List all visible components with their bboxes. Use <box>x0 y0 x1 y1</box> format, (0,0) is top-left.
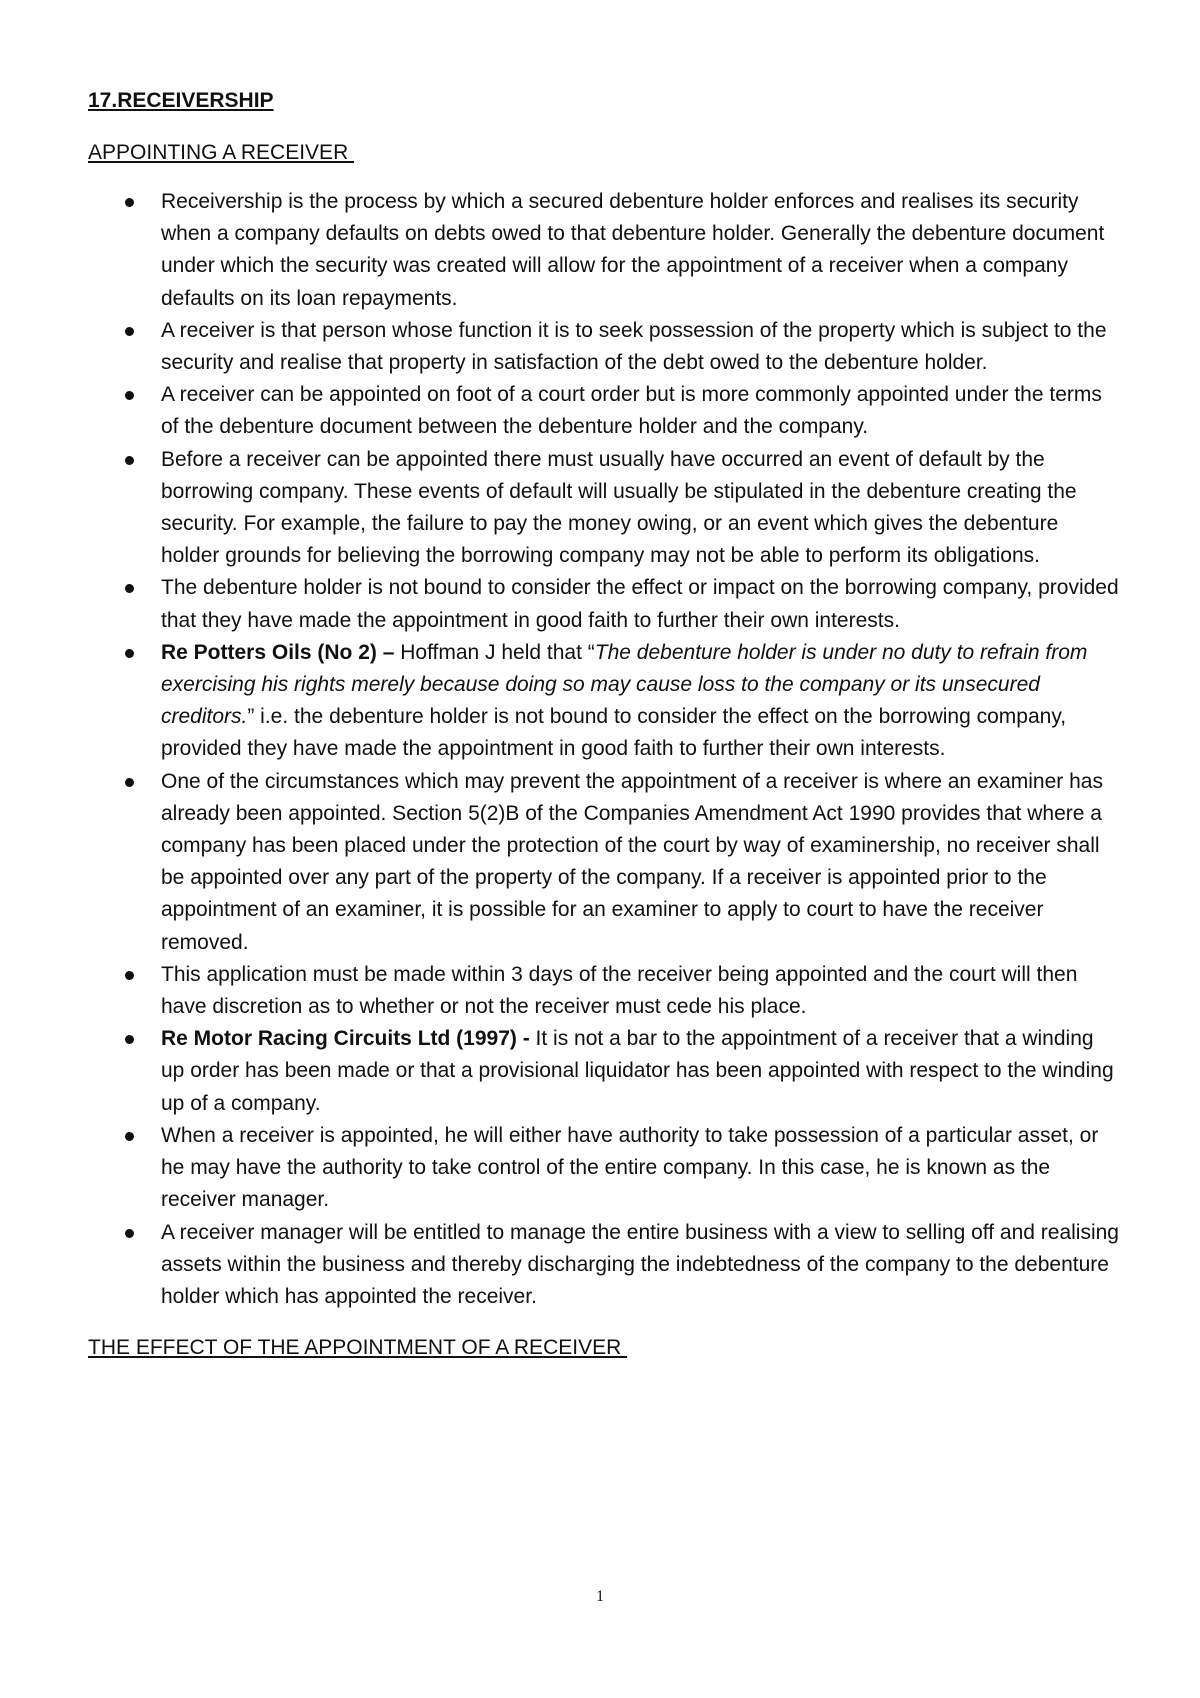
list-item <box>88 959 1120 1023</box>
bullet-icon <box>125 456 134 465</box>
list-item <box>88 1120 1120 1217</box>
list-item-text: Before a receiver can be appointed there must usually have occurred an event of default by the borrowing company. These events of default will usually be stipulated in the debenture creating the security. For example, the failure to pay the money owing, or an event which gives the debenture holder grounds for believing the borrowing company may not be able to perform its obligations. <box>161 447 1077 568</box>
list-item-text: A receiver is that person whose function it is to seek possession of the property which is subject to the security and realise that property in satisfaction of the debt owed to the debenture holder. <box>161 318 1107 375</box>
bullet-icon <box>125 1132 134 1141</box>
list-item-text: A receiver can be appointed on foot of a court order but is more commonly appointed under the terms of the debenture document between the debenture holder and the company. <box>161 383 1102 439</box>
page-number: 1 <box>596 1588 604 1605</box>
list-item <box>88 315 1120 379</box>
document-title: 17.RECEIVERSHIP <box>88 89 274 112</box>
bullet-list <box>88 186 1120 1313</box>
section-heading-effect: THE EFFECT OF THE APPOINTMENT OF A RECEIVER <box>88 1336 628 1360</box>
list-item <box>88 379 1120 443</box>
case-quote: The debenture holder is under no duty to refrain from exercising his rights merely because doing so may cause loss to the company or its unsecured creditors. <box>161 640 1088 729</box>
bullet-icon <box>125 584 134 593</box>
document-page <box>88 86 1120 1381</box>
bullet-icon <box>125 1035 134 1044</box>
list-item <box>88 572 1120 636</box>
list-item-text: A receiver manager will be entitled to manage the entire business with a view to selling off and realising assets within the business and thereby discharging the indebtedness of the company to the debenture holder which has appointed the receiver. <box>161 1220 1119 1308</box>
section-heading-appointing: APPOINTING A RECEIVER <box>88 141 355 164</box>
bullet-icon <box>125 778 134 787</box>
bullet-icon <box>125 971 134 980</box>
bullet-icon <box>125 198 134 207</box>
bullet-icon <box>125 391 134 400</box>
list-item-text: When a receiver is appointed, he will either have authority to take possession of a particular asset, or he may have the authority to take control of the entire company. In this case, he is known as the receiver manager. <box>161 1123 1099 1212</box>
bullet-icon <box>125 327 134 336</box>
case-name: Re Potters Oils (No 2) – <box>161 640 395 664</box>
bullet-icon <box>125 649 134 658</box>
list-item <box>88 637 1120 766</box>
case-lead-text: Hoffman J held that “ <box>394 640 595 664</box>
bullet-icon <box>125 1229 134 1238</box>
list-item <box>88 766 1120 959</box>
list-item <box>88 1217 1120 1314</box>
list-item-text: One of the circumstances which may prevent the appointment of a receiver is where an examiner has already been appointed. Section 5(2)B of the Companies Amendment Act 1990 provides that where a company has been placed under the protection of the court by way of examinership, no receiver shall be appointed over any part of the property of the company. If a receiver is appointed prior to the appointment of an examiner, it is possible for an examiner to apply to court to have the receiver removed. <box>161 769 1103 954</box>
case-tail-text: ” i.e. the debenture holder is not bound to consider the effect on the borrowing company, provided they have made the appointment in good faith to further their own interests. <box>161 705 1067 761</box>
case-tail-text: It is not a bar to the appointment of a receiver that a winding up order has been made or that a provisional liquidator has been appointed with respect to the winding up of a company. <box>161 1027 1114 1115</box>
list-item-text: The debenture holder is not bound to consider the effect or impact on the borrowing company, provided that they have made the appointment in good faith to further their own interests. <box>161 576 1119 632</box>
list-item <box>88 1023 1120 1120</box>
list-item-text: This application must be made within 3 days of the receiver being appointed and the court will then have discretion as to whether or not the receiver must cede his place. <box>161 962 1078 1019</box>
list-item <box>88 186 1120 315</box>
list-item <box>88 444 1120 573</box>
case-name: Re Motor Racing Circuits Ltd (1997) - <box>161 1027 530 1051</box>
list-item-text: Receivership is the process by which a secured debenture holder enforces and realises its security when a company defaults on debts owed to that debenture holder. Generally the debenture document under which the security was created will allow for the appointment of a receiver when a company defaults on its loan repayments. <box>161 190 1105 310</box>
